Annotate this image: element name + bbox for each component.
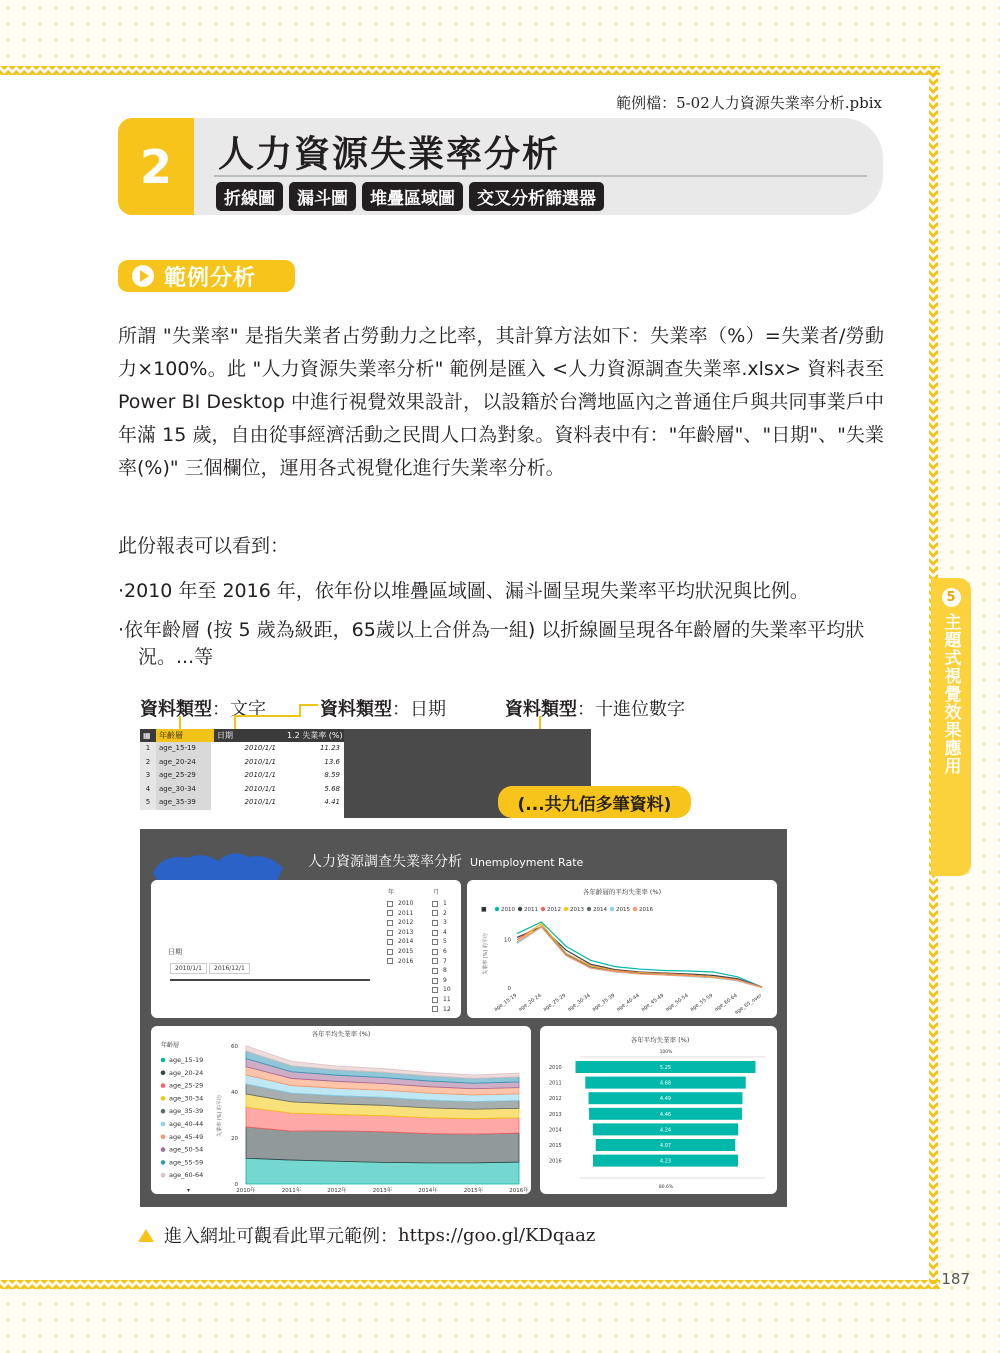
record-count-note: (...共九佰多筆資料) [498, 786, 691, 818]
data-type-label: 資料類型 [505, 699, 577, 720]
cell-date: 2010/1/1 [244, 784, 276, 793]
tag-line-chart: 折線圖 [216, 182, 283, 211]
checkbox-icon[interactable] [432, 978, 438, 984]
page-number: 187 [941, 1270, 970, 1288]
bottom-border [0, 1280, 940, 1289]
header-rule [214, 175, 867, 177]
date-range-slider[interactable] [170, 979, 370, 981]
month-slicer-list [432, 899, 451, 1014]
data-type-decimal [505, 695, 685, 721]
slicer-item-label: 2010 [398, 900, 414, 907]
slicer-card [151, 880, 461, 1018]
legend-dot [161, 1135, 166, 1140]
slicer-item-label: 2015 [398, 947, 414, 955]
table-row [140, 783, 344, 797]
cell-age: age_15-19 [156, 742, 211, 756]
line-chart-xtick: age_50-54 [664, 992, 690, 1013]
data-type-label: 資料類型 [320, 699, 392, 720]
legend-dot [161, 1147, 166, 1152]
slicer-item-label: 2016 [398, 957, 414, 965]
area-legend-item: age_30-34 [169, 1094, 204, 1103]
legend-marker-icon: ■ [481, 906, 487, 913]
funnel-chart-title: 各年平均失業率 (%) [630, 1036, 690, 1044]
cell-date: 2010/1/1 [244, 798, 276, 806]
checkbox-icon[interactable] [387, 930, 393, 936]
table-header [140, 729, 344, 742]
funnel-value-label: 4.49 [659, 1096, 672, 1103]
checkbox-icon[interactable] [432, 987, 438, 993]
month-slicer-item[interactable] [432, 937, 451, 947]
line-chart-xtick: age_45-49 [640, 992, 666, 1013]
legend-dot [541, 907, 545, 911]
table-row [140, 756, 344, 770]
data-type-value: ：日期 [392, 699, 446, 720]
dashboard-title-en: Unemployment Rate [470, 856, 584, 869]
chapter-number: 2 [118, 118, 194, 215]
funnel-value-label: 4.46 [659, 1111, 672, 1118]
column-header-age: 年齡層 [156, 729, 214, 742]
checkbox-icon[interactable] [387, 920, 393, 926]
funnel-value-label: 4.68 [659, 1080, 672, 1087]
month-slicer-item[interactable] [432, 918, 451, 928]
line-chart-ylabel: 失業率 (%) 的平均 [483, 933, 489, 975]
chapter-tags [216, 182, 604, 211]
line-chart-xtick: age_60-64 [713, 992, 739, 1013]
checkbox-icon[interactable] [387, 949, 393, 955]
slicer-item-label: 7 [443, 957, 447, 965]
month-slicer-item[interactable] [432, 957, 451, 967]
column-header-rate: 1.2 失業率 (%) [287, 731, 343, 740]
tag-funnel: 漏斗圖 [289, 182, 356, 211]
triangle-icon [138, 1229, 154, 1242]
data-type-text [140, 695, 266, 721]
dashboard-title-zh: 人力資源調查失業率分析 [308, 854, 462, 870]
top-border [0, 66, 940, 75]
slicer-item-label: 2013 [398, 928, 414, 936]
slicer-item-label: 6 [443, 947, 447, 955]
line-chart [467, 880, 777, 1018]
table-row [140, 769, 344, 783]
chapter-header [118, 118, 883, 215]
checkbox-icon[interactable] [387, 958, 393, 964]
row-number: 3 [140, 769, 156, 783]
summary-lead: 此份報表可以看到： [118, 535, 290, 557]
funnel-category-label: 2010 [549, 1065, 562, 1071]
line-chart-xtick: age_25-29 [542, 992, 568, 1013]
table-row [140, 796, 344, 810]
funnel-chart [540, 1026, 777, 1194]
tag-slicer: 交叉分析篩選器 [469, 182, 604, 211]
data-type-value: ：文字 [212, 699, 266, 720]
funnel-category-label: 2015 [549, 1143, 562, 1149]
line-chart-xtick: age_30-34 [566, 992, 592, 1013]
funnel-value-label: 5.25 [659, 1065, 672, 1071]
area-chart-ytick: 60 [231, 1044, 238, 1050]
area-legend-item: age_40-44 [169, 1120, 204, 1128]
checkbox-icon[interactable] [432, 910, 438, 916]
month-slicer-item[interactable] [432, 966, 451, 976]
checkbox-icon[interactable] [432, 939, 438, 945]
cell-rate: 5.68 [324, 784, 340, 793]
checkbox-icon[interactable] [387, 901, 393, 907]
dashboard-screenshot [140, 829, 787, 1207]
date-slicer-label: 日期 [168, 948, 182, 956]
table-row [140, 742, 344, 756]
legend-scroll-icon: ▾ [187, 1187, 191, 1194]
cell-age: age_25-29 [156, 769, 211, 783]
funnel-category-label: 2014 [549, 1127, 562, 1134]
year-slicer-item[interactable] [387, 947, 413, 957]
slicer-item-label: 8 [443, 967, 447, 975]
funnel-category-label: 2012 [549, 1096, 562, 1103]
slicer-item-label: 2011 [398, 909, 414, 917]
slicer-item-label: 5 [443, 938, 447, 946]
line-chart-xtick: age_35-39 [591, 992, 617, 1013]
data-table-grid [140, 729, 344, 818]
line-chart-xtick: age_15-19 [493, 992, 519, 1013]
funnel-category-label: 2016 [549, 1158, 562, 1165]
year-slicer-item[interactable] [387, 928, 413, 938]
area-chart-xtick: 2011年 [281, 1188, 302, 1194]
cell-rate: 13.6 [324, 757, 340, 766]
cell-date: 2010/1/1 [244, 744, 276, 752]
slicer-item-label: 4 [443, 928, 447, 936]
area-legend-item: age_20-24 [169, 1068, 204, 1077]
intro-paragraph: 所謂 "失業率" 是指失業者占勞動力之比率，其計算方法如下：失業率（%）=失業者/勞動力×100%。此 "人力資源失業率分析" 範例是匯入 <人力資源調查失業率.xlsx> 資料表至 Power BI Desktop 中進行視覺效果設計，以設籍於台灣地區內之普通住戶與共同事業戶中年滿 15 歲，自由從事經濟活動之民間人口為對象。資料表中有："年齡層"、"日期"、"失業率(%)" 三個欄位，運用各式視覺化進行失業率分析。 [118, 325, 884, 479]
legend-dot [161, 1096, 166, 1101]
legend-dot [161, 1173, 166, 1178]
year-slicer-list [387, 899, 413, 966]
row-number: 4 [140, 783, 156, 797]
legend-dot [161, 1071, 166, 1076]
arrow-right-icon [132, 265, 154, 287]
area-legend-item: age_15-19 [169, 1056, 204, 1064]
row-number: 1 [140, 742, 156, 756]
cell-date: 2010/1/1 [244, 771, 276, 779]
legend-dot [161, 1058, 166, 1063]
legend-label: 2012 [547, 907, 561, 913]
legend-dot [161, 1083, 166, 1088]
legend-label: 2014 [593, 907, 607, 913]
legend-label: 2013 [570, 907, 584, 913]
data-type-label: 資料類型 [140, 699, 212, 720]
figure-caption [138, 1222, 595, 1248]
line-chart-xtick: age_40-44 [615, 992, 641, 1013]
slicer-item-label: 3 [443, 919, 447, 927]
side-tab-text: 主題式視覺效果應用 [940, 613, 961, 775]
year-slicer-item[interactable] [387, 909, 413, 919]
area-chart-title: 各年平均失業率 (%) [311, 1030, 371, 1038]
legend-dot [633, 907, 637, 911]
cell-age: age_20-24 [156, 756, 211, 770]
data-type-date [320, 695, 446, 721]
area-legend-item: age_25-29 [169, 1081, 204, 1090]
chapter-title: 人力資源失業率分析 [218, 134, 561, 175]
funnel-bottom-label: 80.6% [658, 1185, 674, 1190]
section-title: 範例分析 [164, 265, 257, 291]
legend-label: 2010 [501, 907, 515, 913]
legend-dot [587, 907, 591, 911]
legend-label: 2016 [639, 907, 653, 913]
area-chart-xtick: 2012年 [327, 1188, 347, 1194]
funnel-category-label: 2011 [549, 1080, 562, 1087]
cell-rate: 4.41 [324, 798, 340, 806]
area-chart-card [151, 1026, 531, 1194]
dashboard-title [308, 851, 583, 871]
bullet-item: ‧2010 年至 2016 年，依年份以堆疊區域圖、漏斗圖呈現失業率平均狀況與比例。 [118, 580, 809, 602]
slicer-item-label: 12 [443, 1005, 451, 1013]
cell-date: 2010/1/1 [244, 757, 276, 766]
legend-dot [518, 907, 522, 911]
legend-dot [564, 907, 568, 911]
line-chart-xtick: age_65_over [733, 992, 764, 1016]
area-chart [151, 1026, 531, 1194]
funnel-value-label: 4.07 [659, 1143, 672, 1149]
year-slicer-label: 年 [388, 889, 395, 896]
area-chart-ylabel: 失業率 (%) 的平均 [217, 1095, 223, 1137]
month-slicer-item[interactable] [432, 947, 451, 957]
slicer-item-label: 2 [443, 909, 447, 917]
section-heading [118, 260, 295, 292]
month-slicer-item[interactable] [432, 985, 451, 995]
slicer-item-label: 10 [443, 986, 451, 994]
month-slicer-item[interactable] [432, 1005, 451, 1015]
table-corner: ▦ [143, 731, 151, 740]
legend-label: 2015 [616, 907, 630, 913]
checkbox-icon[interactable] [387, 910, 393, 916]
legend-dot [610, 907, 614, 911]
row-number: 5 [140, 796, 156, 810]
line-chart-card [467, 880, 777, 1018]
funnel-value-label: 4.24 [659, 1127, 672, 1134]
funnel-category-label: 2013 [549, 1111, 562, 1118]
slicer-item-label: 11 [443, 995, 451, 1003]
month-slicer-item[interactable] [432, 995, 451, 1005]
year-slicer-item[interactable] [387, 899, 413, 909]
funnel-chart-card [540, 1026, 777, 1194]
slicer-item-label: 1 [443, 900, 447, 907]
year-slicer-item[interactable] [387, 918, 413, 928]
chapter-side-tab [931, 578, 971, 876]
area-legend-title: 年齡層 [161, 1042, 180, 1049]
month-slicer-item[interactable] [432, 976, 451, 986]
date-end-input[interactable]: 2016/12/1 [209, 963, 250, 974]
checkbox-icon[interactable] [432, 968, 438, 974]
legend-dot [161, 1122, 166, 1127]
month-slicer-item[interactable] [432, 928, 451, 938]
area-chart-xtick: 2015年 [463, 1188, 484, 1194]
bullet-item: ‧依年齡層 (按 5 歲為級距，65歲以上合併為一組) 以折線圖呈現各年齡層的失業率平均狀況。...等 [118, 619, 865, 668]
area-chart-xtick: 2010年 [236, 1188, 256, 1194]
line-chart-xtick: age_20-24 [517, 992, 543, 1013]
area-legend-item: age_55-59 [169, 1158, 204, 1167]
column-header-date: 日期 [217, 731, 233, 740]
line-chart-ytick: 0 [507, 986, 511, 992]
data-type-value: ：十進位數字 [577, 699, 685, 720]
tag-stacked-area: 堆疊區域圖 [362, 182, 463, 211]
checkbox-icon[interactable] [387, 939, 393, 945]
line-series-2016 [517, 927, 762, 988]
date-start-input[interactable]: 2010/1/1 [170, 963, 207, 974]
area-chart-xtick: 2016年 [509, 1188, 529, 1194]
line-chart-xtick: age_55-59 [689, 992, 715, 1013]
area-legend-item: age_60-64 [169, 1171, 204, 1180]
area-chart-ytick: 0 [234, 1182, 238, 1188]
checkbox-icon[interactable] [432, 1006, 438, 1012]
legend-dot [495, 907, 499, 911]
area-chart-ytick: 40 [231, 1090, 238, 1096]
area-chart-ytick: 20 [231, 1136, 238, 1142]
area-chart-xtick: 2013年 [372, 1188, 393, 1194]
line-chart-ytick: 10 [504, 937, 511, 944]
area-legend-item: age_45-49 [169, 1132, 204, 1141]
row-number: 2 [140, 756, 156, 770]
example-file-label: 範例檔：5-02人力資源失業率分析.pbix [616, 94, 882, 112]
checkbox-icon[interactable] [432, 920, 438, 926]
legend-dot [161, 1109, 166, 1114]
funnel-top-label: 100% [659, 1050, 673, 1055]
legend-label: 2011 [524, 907, 538, 913]
checkbox-icon[interactable] [432, 949, 438, 955]
caption-text: 進入網址可觀看此單元範例： [164, 1226, 398, 1247]
legend-dot [161, 1160, 166, 1165]
cell-rate: 8.59 [324, 771, 340, 779]
checkbox-icon[interactable] [432, 997, 438, 1003]
year-slicer-item[interactable] [387, 957, 413, 967]
caption-url[interactable]: https://goo.gl/KDqaaz [398, 1224, 596, 1246]
area-chart-xtick: 2014年 [418, 1188, 438, 1194]
area-legend-item: age_50-54 [169, 1145, 204, 1154]
checkbox-icon[interactable] [432, 901, 438, 907]
cell-age: age_30-34 [156, 783, 211, 797]
year-slicer-item[interactable] [387, 937, 413, 947]
month-slicer-label: 月 [433, 889, 440, 896]
slicer-item-label: 9 [443, 976, 447, 984]
funnel-value-label: 4.23 [659, 1158, 672, 1165]
month-slicer-item[interactable] [432, 899, 451, 909]
month-slicer-item[interactable] [432, 909, 451, 919]
checkbox-icon[interactable] [432, 930, 438, 936]
cell-rate: 11.23 [319, 744, 340, 752]
slicer-item-label: 2014 [398, 938, 414, 946]
checkbox-icon[interactable] [432, 958, 438, 964]
side-tab-number: 5 [942, 588, 961, 607]
cell-age: age_35-39 [156, 796, 211, 810]
area-legend-item: age_35-39 [169, 1107, 204, 1116]
slicer-item-label: 2012 [398, 919, 414, 927]
line-chart-title: 各年齡層的平均失業率 (%) [582, 888, 662, 896]
